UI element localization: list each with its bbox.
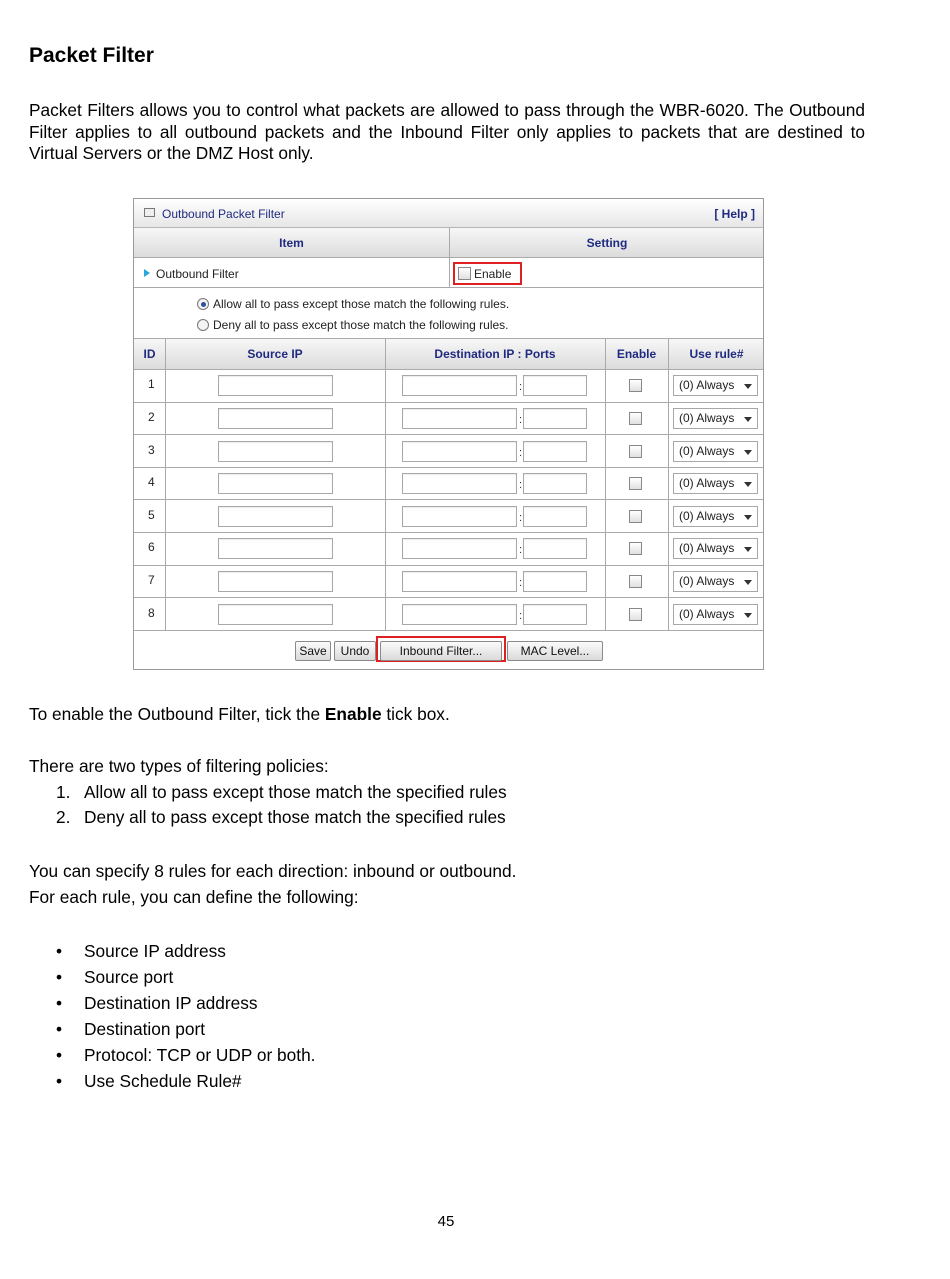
use-rule-header: Use rule# <box>689 347 744 361</box>
source-ip-input[interactable] <box>218 441 333 462</box>
rule-enable-checkbox[interactable] <box>629 379 642 392</box>
allow-radio[interactable] <box>197 298 209 310</box>
undo-button[interactable]: Undo <box>334 641 376 661</box>
source-ip-input[interactable] <box>218 506 333 527</box>
ip-port-separator: : <box>519 413 523 426</box>
policy-item: 1. Allow all to pass except those match the specified rules <box>56 782 507 802</box>
destination-ip-input[interactable] <box>402 571 517 592</box>
rules-count-line: You can specify 8 rules for each direction: inbound or outbound. <box>29 861 517 881</box>
use-rule-select[interactable]: (0) Always <box>673 441 758 462</box>
chevron-down-icon <box>744 450 752 455</box>
outbound-enable-checkbox[interactable] <box>458 267 471 280</box>
ip-port-separator: : <box>519 511 523 524</box>
ip-port-separator: : <box>519 446 523 459</box>
destination-port-input[interactable] <box>523 473 587 494</box>
enable-label: Enable <box>474 267 512 281</box>
source-ip-input[interactable] <box>218 604 333 625</box>
chevron-down-icon <box>744 417 752 422</box>
window-icon <box>144 208 155 217</box>
inbound-filter-button[interactable]: Inbound Filter... <box>380 641 502 661</box>
enable-bold: Enable <box>324 704 382 724</box>
page-number: 45 <box>437 1213 455 1230</box>
source-ip-input[interactable] <box>218 538 333 559</box>
rule-id: 7 <box>148 572 155 587</box>
use-rule-select[interactable]: (0) Always <box>673 375 758 396</box>
deny-radio[interactable] <box>197 319 209 331</box>
list-item: • Source IP address <box>56 941 226 961</box>
page-title: Packet Filter <box>29 44 154 67</box>
source-ip-input[interactable] <box>218 473 333 494</box>
destination-ip-input[interactable] <box>402 506 517 527</box>
rule-enable-checkbox[interactable] <box>629 608 642 621</box>
ip-port-separator: : <box>519 381 523 394</box>
destination-header: Destination IP : Ports <box>434 347 556 361</box>
destination-ip-input[interactable] <box>402 604 517 625</box>
source-ip-input[interactable] <box>218 571 333 592</box>
use-rule-select[interactable]: (0) Always <box>673 473 758 494</box>
item-header: Item <box>279 236 304 250</box>
chevron-down-icon <box>744 384 752 389</box>
destination-ip-input[interactable] <box>402 375 517 396</box>
triangle-bullet-icon <box>144 269 150 277</box>
source-ip-input[interactable] <box>218 375 333 396</box>
outbound-filter-label: Outbound Filter <box>156 267 239 281</box>
list-item: • Protocol: TCP or UDP or both. <box>56 1045 316 1065</box>
policy-item: 2. Deny all to pass except those match the specified rules <box>56 807 506 827</box>
id-header: ID <box>143 347 156 361</box>
list-item: • Use Schedule Rule# <box>56 1071 242 1091</box>
chevron-down-icon <box>744 613 752 618</box>
rule-enable-checkbox[interactable] <box>629 575 642 588</box>
chevron-down-icon <box>744 547 752 552</box>
ip-port-separator: : <box>519 609 523 622</box>
use-rule-select[interactable]: (0) Always <box>673 506 758 527</box>
allow-radio-label: Allow all to pass except those match the following rules. <box>213 297 510 311</box>
rule-enable-checkbox[interactable] <box>629 542 642 555</box>
policies-intro: There are two types of filtering policies: <box>29 756 329 776</box>
save-button[interactable]: Save <box>295 641 331 661</box>
chevron-down-icon <box>744 580 752 585</box>
rule-enable-checkbox[interactable] <box>629 412 642 425</box>
use-rule-select[interactable]: (0) Always <box>673 604 758 625</box>
list-item: • Source port <box>56 967 174 987</box>
chevron-down-icon <box>744 482 752 487</box>
panel-header <box>134 199 763 228</box>
enable-instruction: To enable the Outbound Filter, tick the Enable tick box. <box>29 704 450 724</box>
destination-port-input[interactable] <box>523 538 587 559</box>
use-rule-select[interactable]: (0) Always <box>673 408 758 429</box>
source-ip-input[interactable] <box>218 408 333 429</box>
destination-port-input[interactable] <box>523 506 587 527</box>
rule-id: 4 <box>148 475 155 490</box>
outbound-filter-screenshot <box>133 198 764 670</box>
help-link[interactable]: [ Help ] <box>714 207 755 221</box>
rule-id: 1 <box>148 377 155 392</box>
list-item: • Destination IP address <box>56 993 258 1013</box>
ip-port-separator: : <box>519 544 523 557</box>
destination-ip-input[interactable] <box>402 538 517 559</box>
rule-id: 6 <box>148 540 155 555</box>
enable-header: Enable <box>616 347 657 361</box>
chevron-down-icon <box>744 515 752 520</box>
rules-define-line: For each rule, you can define the following: <box>29 887 359 907</box>
ip-port-separator: : <box>519 576 523 589</box>
deny-radio-label: Deny all to pass except those match the following rules. <box>213 318 509 332</box>
rule-enable-checkbox[interactable] <box>629 477 642 490</box>
destination-port-input[interactable] <box>523 441 587 462</box>
rule-id: 3 <box>148 442 155 457</box>
destination-ip-input[interactable] <box>402 473 517 494</box>
use-rule-select[interactable]: (0) Always <box>673 571 758 592</box>
ip-port-separator: : <box>519 479 523 492</box>
source-ip-header: Source IP <box>247 347 303 361</box>
destination-port-input[interactable] <box>523 408 587 429</box>
mac-level-button[interactable]: MAC Level... <box>507 641 603 661</box>
destination-ip-input[interactable] <box>402 408 517 429</box>
intro-paragraph: Packet Filters allows you to control what packets are allowed to pass through the WBR-6020. The Outbound Filter applies to all outbound packets and the Inbound Filter only applies to packets that are destined to Virtual Servers or the DMZ Host only. <box>29 100 865 163</box>
use-rule-select[interactable]: (0) Always <box>673 538 758 559</box>
rule-enable-checkbox[interactable] <box>629 445 642 458</box>
destination-port-input[interactable] <box>523 604 587 625</box>
destination-port-input[interactable] <box>523 571 587 592</box>
list-item: • Destination port <box>56 1019 206 1039</box>
rule-id: 5 <box>148 507 155 522</box>
rule-id: 2 <box>148 409 155 424</box>
rule-id: 8 <box>148 605 155 620</box>
setting-header: Setting <box>586 236 628 250</box>
rule-enable-checkbox[interactable] <box>629 510 642 523</box>
destination-ip-input[interactable] <box>402 441 517 462</box>
destination-port-input[interactable] <box>523 375 587 396</box>
panel-title: Outbound Packet Filter <box>162 207 285 221</box>
